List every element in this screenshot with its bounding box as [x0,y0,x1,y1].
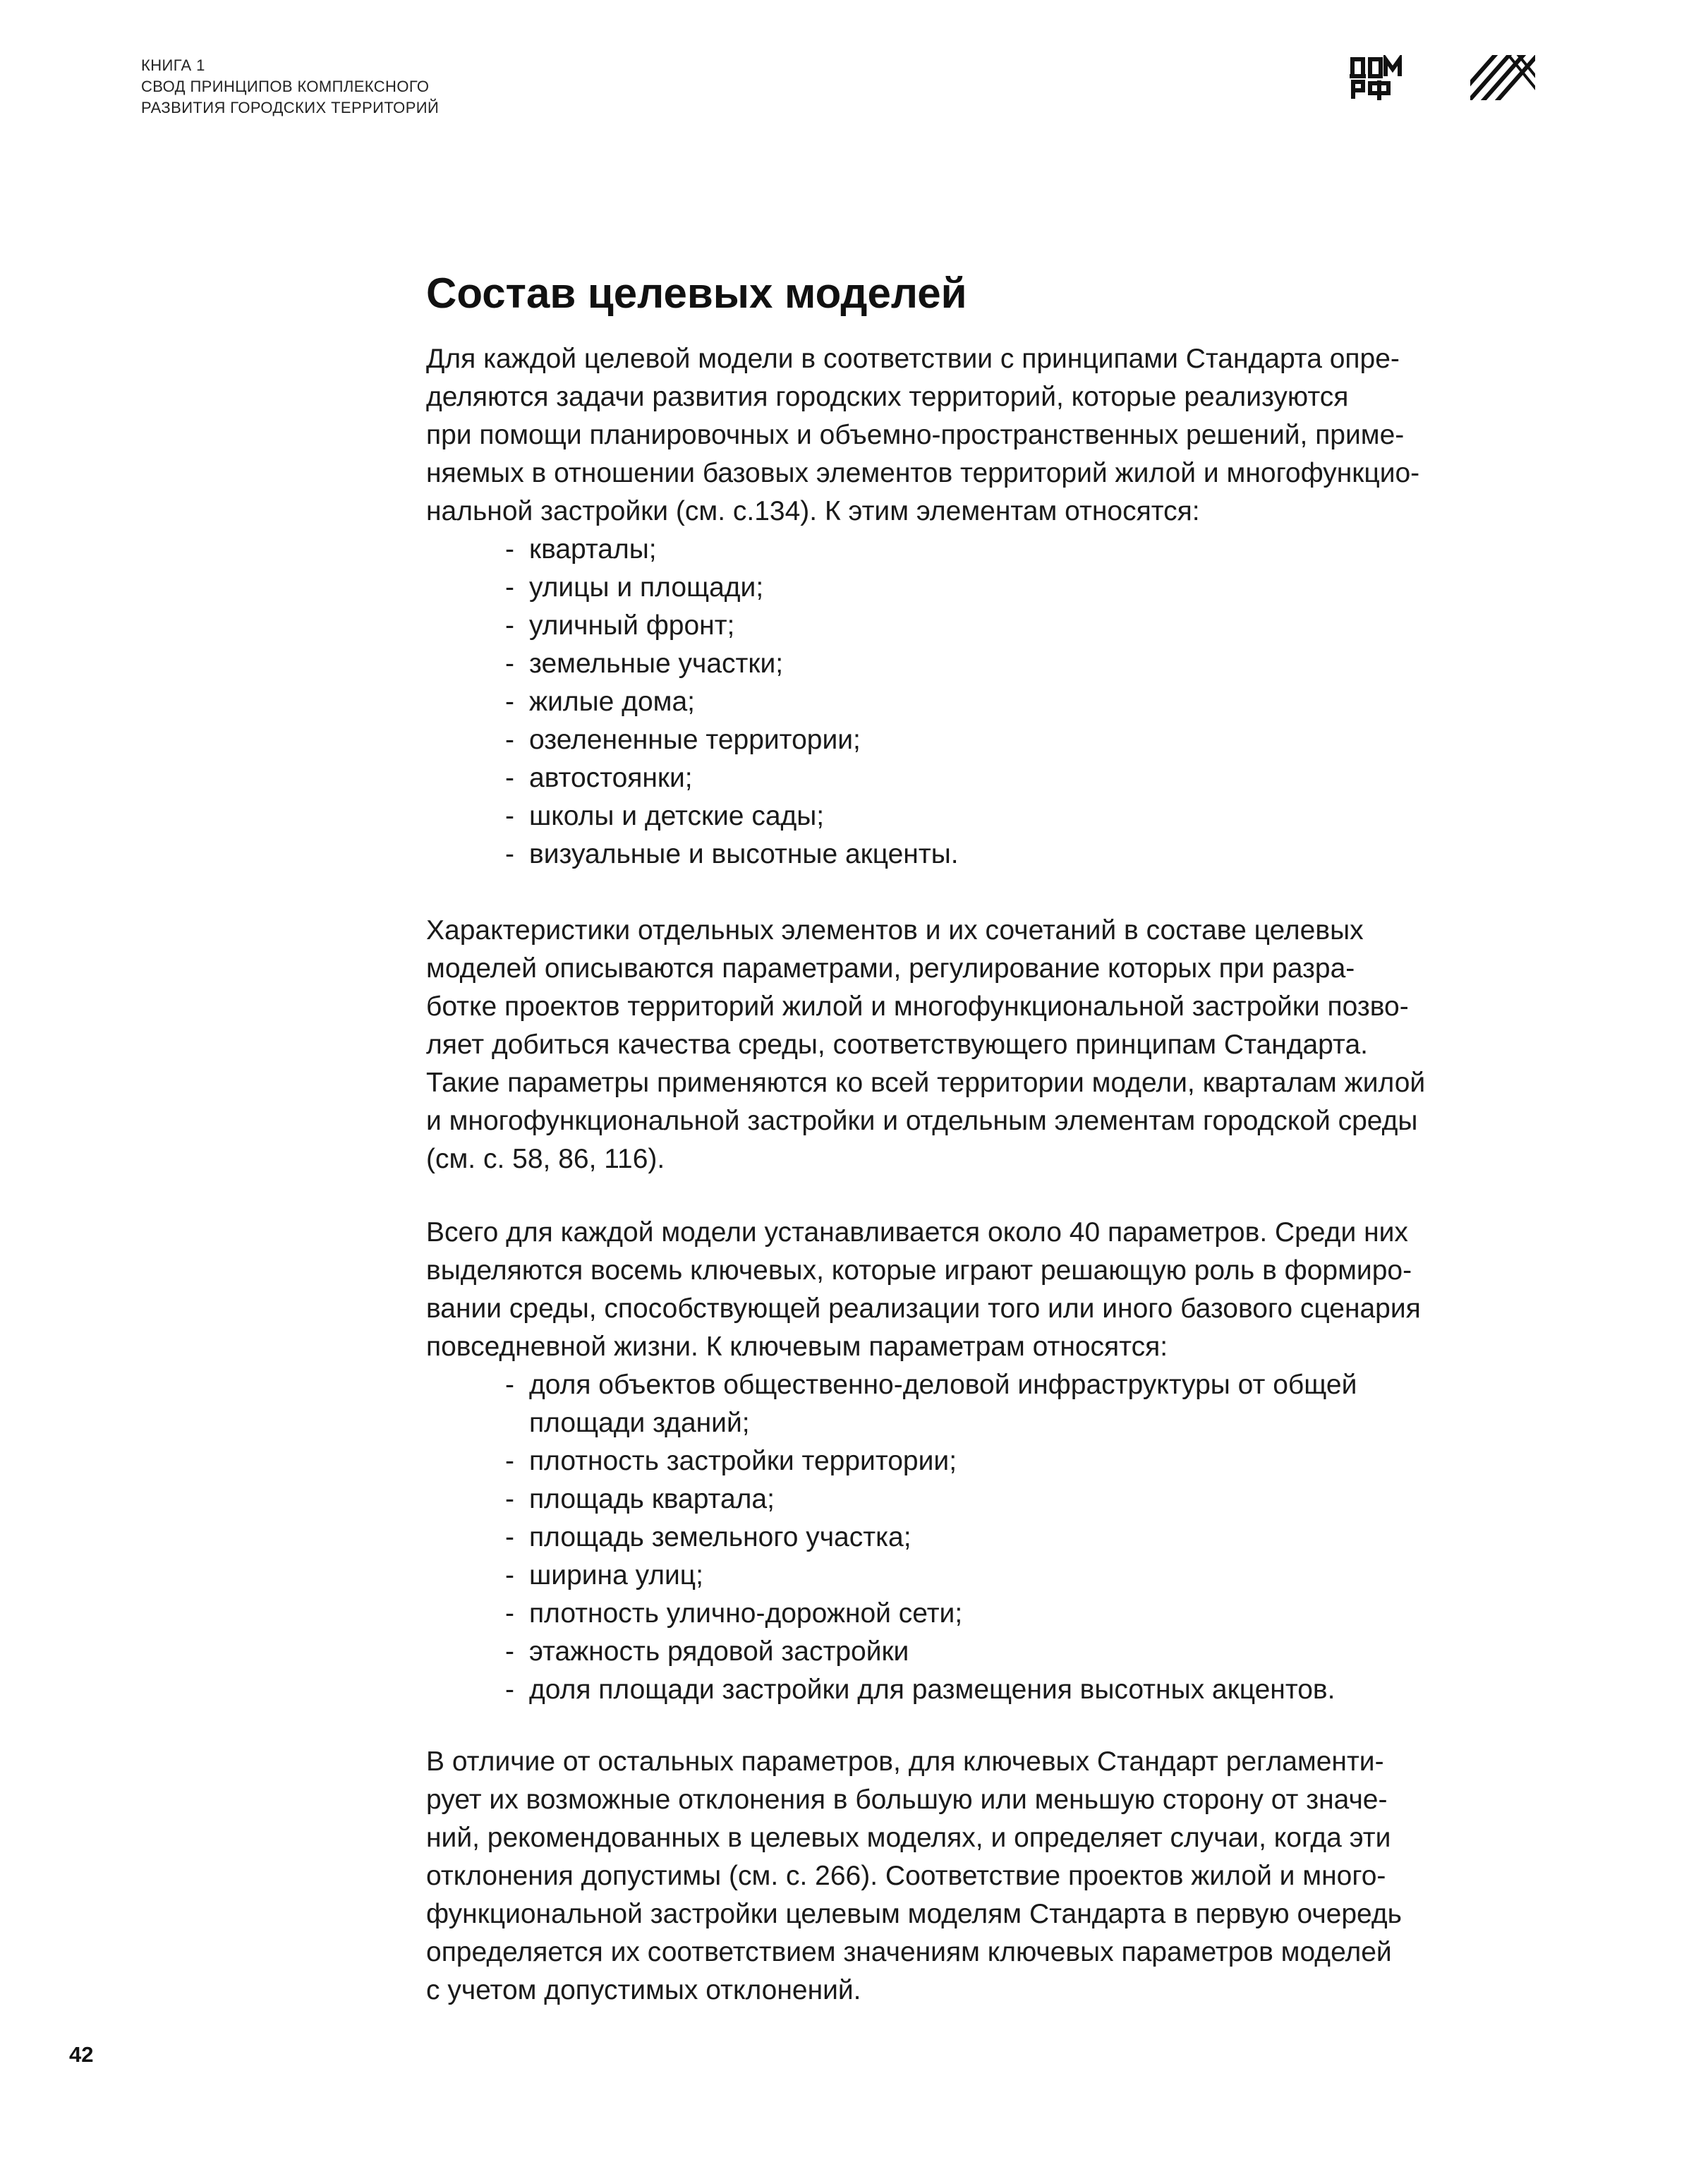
key-parameters-paragraph [426,1214,1527,1366]
text-line: нальной застройки (см. с.134). К этим элементам относятся: [426,496,1200,526]
list-item: - доля площади застройки для размещения высотных акцентов. [505,1674,1335,1705]
running-header [141,55,439,119]
text-line: рует их возможные отклонения в большую или меньшую сторону от значе- [426,1785,1388,1815]
list-item: - кварталы; [505,534,657,565]
text-line: ний, рекомендованных в целевых моделях, и определяет случаи, когда эти [426,1823,1391,1853]
page-title: Состав целевых моделей [426,270,967,317]
text-line: выделяются восемь ключевых, которые играют решающую роль в формиро- [426,1255,1412,1286]
text-line: и многофункциональной застройки и отдельным элементам городской среды [426,1106,1418,1136]
header-line: СВОД ПРИНЦИПОВ КОМПЛЕКСНОГО [141,78,430,95]
parameters-paragraph [426,912,1527,1178]
text-line: повседневной жизни. К ключевым параметрам относятся: [426,1332,1168,1362]
text-line: определяется их соответствием значениям ключевых параметров моделей [426,1937,1392,1967]
list-item: - этажность рядовой застройки [505,1636,909,1667]
header-line: РАЗВИТИЯ ГОРОДСКИХ ТЕРРИТОРИЙ [141,99,440,116]
elements-list [505,531,959,874]
list-item: - автостоянки; [505,763,693,793]
text-line: деляются задачи развития городских территорий, которые реализуются [426,382,1349,412]
list-item: - плотность застройки территории; [505,1446,957,1476]
text-line: В отличие от остальных параметров, для ключевых Стандарт регламенти- [426,1746,1384,1777]
text-line: Такие параметры применяются ко всей территории модели, кварталам жилой [426,1068,1426,1098]
text-line: моделей описываются параметрами, регулирование которых при разра- [426,953,1355,984]
list-item: - школы и детские сады; [505,801,825,831]
intro-paragraph [426,340,1527,531]
text-line: при помощи планировочных и объемно-пространственных решений, приме- [426,420,1405,450]
key-parameters-list [505,1366,1357,1709]
list-item: - улицы и площади; [505,572,764,603]
text-line: функциональной застройки целевым моделям Стандарта в первую очередь [426,1899,1402,1929]
deviations-paragraph [426,1743,1527,2010]
list-item: - площадь квартала; [505,1484,775,1514]
list-item: - площадь земельного участка; [505,1522,911,1552]
pattern-logo [1470,55,1535,100]
list-item: - уличный фронт; [505,610,735,641]
list-item: - доля объектов общественно-деловой инфраструктуры от общей [505,1370,1357,1400]
list-item: - визуальные и высотные акценты. [505,839,959,869]
text-line: Характеристики отдельных элементов и их сочетаний в составе целевых [426,915,1364,946]
dom-rf-logo [1349,55,1404,102]
text-line: с учетом допустимых отклонений. [426,1975,861,2005]
text-line: Для каждой целевой модели в соответствии с принципами Стандарта опре- [426,344,1400,374]
text-line: ботке проектов территорий жилой и многофункциональной застройки позво- [426,991,1409,1022]
text-line: вании среды, способствующей реализации того или иного базового сценария [426,1293,1421,1324]
text-line: ляет добиться качества среды, соответствующего принципам Стандарта. [426,1030,1368,1060]
list-item: - жилые дома; [505,687,695,717]
list-item-continuation: площади зданий; [529,1408,750,1438]
header-line: КНИГА 1 [141,56,205,74]
list-item: - ширина улиц; [505,1560,703,1590]
text-line: Всего для каждой модели устанавливается около 40 параметров. Среди них [426,1217,1408,1248]
text-line: няемых в отношении базовых элементов территорий жилой и многофункцио- [426,458,1420,488]
page-number: 42 [69,2042,94,2067]
text-line: отклонения допустимы (см. с. 266). Соответствие проектов жилой и много- [426,1861,1386,1891]
list-item: - плотность улично-дорожной сети; [505,1598,963,1629]
list-item: - озелененные территории; [505,725,861,755]
text-line: (см. с. 58, 86, 116). [426,1144,665,1174]
list-item: - земельные участки; [505,648,784,679]
